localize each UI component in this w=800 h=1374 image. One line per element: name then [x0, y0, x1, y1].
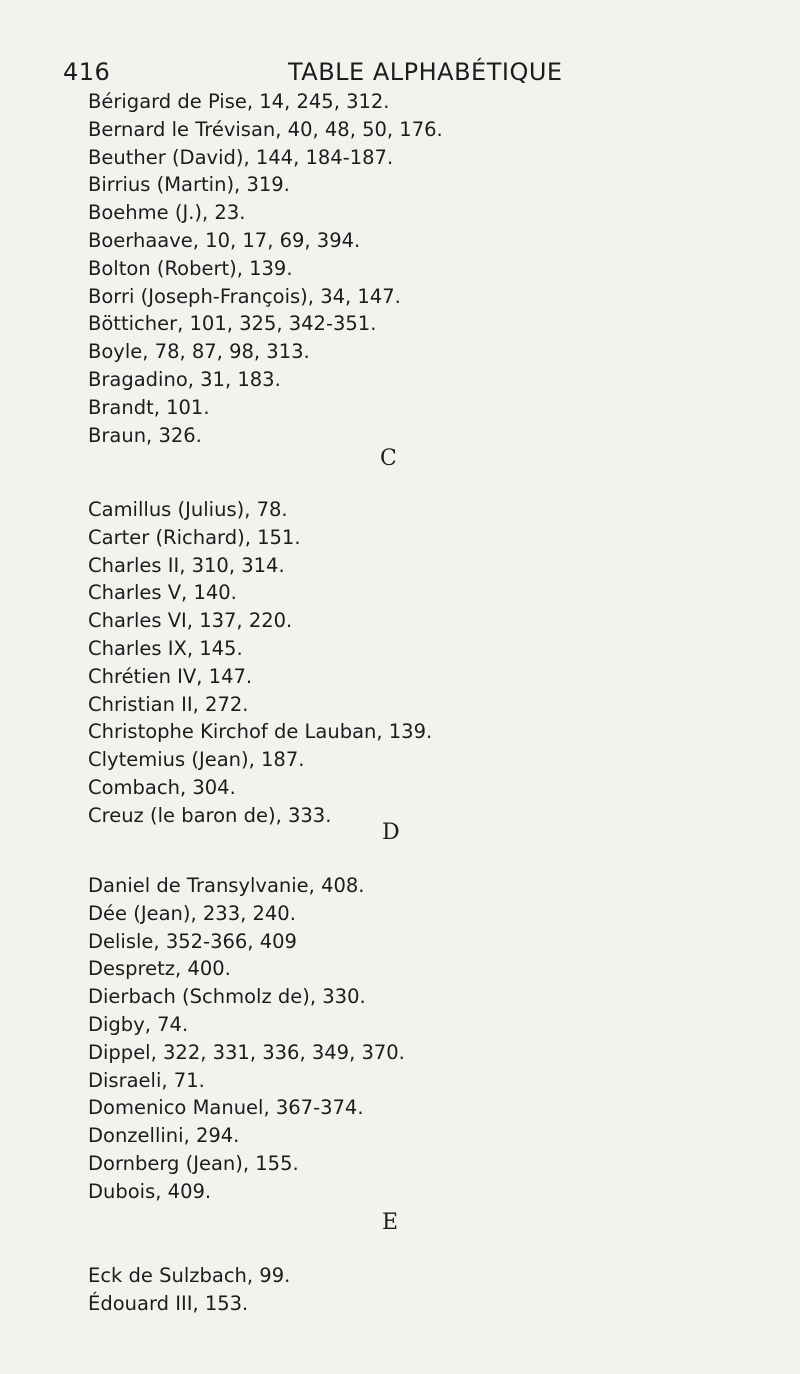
index-entry: Eck de Sulzbach, 99. [88, 1264, 291, 1287]
index-entry: Creuz (le baron de), 333. [88, 803, 332, 827]
index-entry: Braun, 326. [88, 423, 202, 447]
index-entry: Combach, 304. [88, 775, 236, 799]
running-title: TABLE ALPHABÉTIQUE [288, 58, 563, 86]
index-entry: Bérigard de Pise, 14, 245, 312. [88, 90, 390, 113]
index-entry: Carter (Richard), 151. [88, 525, 301, 549]
index-entry: Camillus (Julius), 78. [88, 498, 288, 521]
index-entry: Birrius (Martin), 319. [88, 173, 290, 197]
index-entry: Boehme (J.), 23. [88, 201, 246, 225]
index-entry: Brandt, 101. [88, 395, 210, 419]
page-header [63, 58, 563, 92]
section-letter-c: C [380, 446, 397, 471]
index-entry: Bolton (Robert), 139. [88, 256, 293, 280]
index-entry: Dornberg (Jean), 155. [88, 1151, 299, 1175]
index-entry: Delisle, 352-366, 409 [88, 929, 297, 953]
index-entry: Clytemius (Jean), 187. [88, 748, 305, 772]
index-section-b [88, 88, 708, 449]
index-entry: Despretz, 400. [88, 957, 231, 981]
index-entry: Boerhaave, 10, 17, 69, 394. [88, 228, 361, 252]
section-letter-d: D [382, 820, 400, 845]
index-entry: Digby, 74. [88, 1012, 189, 1036]
index-entry: Daniel de Transylvanie, 408. [88, 874, 365, 897]
index-entry: Christian II, 272. [88, 692, 249, 716]
index-entry: Bötticher, 101, 325, 342-351. [88, 312, 377, 336]
index-entry: Disraeli, 71. [88, 1068, 205, 1092]
index-entry: Bernard le Trévisan, 40, 48, 50, 176. [88, 117, 443, 141]
index-entry: Boyle, 78, 87, 98, 313. [88, 340, 310, 364]
index-entry: Charles V, 140. [88, 581, 237, 605]
index-section-e [88, 1262, 708, 1318]
index-entry: Domenico Manuel, 367-374. [88, 1096, 364, 1120]
index-entry: Beuther (David), 144, 184-187. [88, 145, 394, 169]
index-entry: Christophe Kirchof de Lauban, 139. [88, 720, 433, 744]
index-section-c [88, 496, 708, 830]
section-letter-e: E [382, 1210, 399, 1235]
index-entry: Charles VI, 137, 220. [88, 609, 293, 633]
index-section-d [88, 872, 708, 1206]
index-entry: Dée (Jean), 233, 240. [88, 901, 296, 925]
index-entry: Chrétien IV, 147. [88, 664, 253, 688]
index-entry: Charles II, 310, 314. [88, 553, 285, 577]
index-entry: Dippel, 322, 331, 336, 349, 370. [88, 1040, 405, 1064]
index-entry: Bragadino, 31, 183. [88, 367, 281, 391]
index-entry: Donzellini, 294. [88, 1124, 240, 1148]
index-entry: Borri (Joseph-François), 34, 147. [88, 284, 401, 308]
index-entry: Charles IX, 145. [88, 636, 243, 660]
page-number: 416 [63, 58, 111, 86]
index-entry: Dubois, 409. [88, 1179, 212, 1203]
index-entry: Dierbach (Schmolz de), 330. [88, 985, 366, 1009]
index-entry: Édouard III, 153. [88, 1291, 249, 1315]
